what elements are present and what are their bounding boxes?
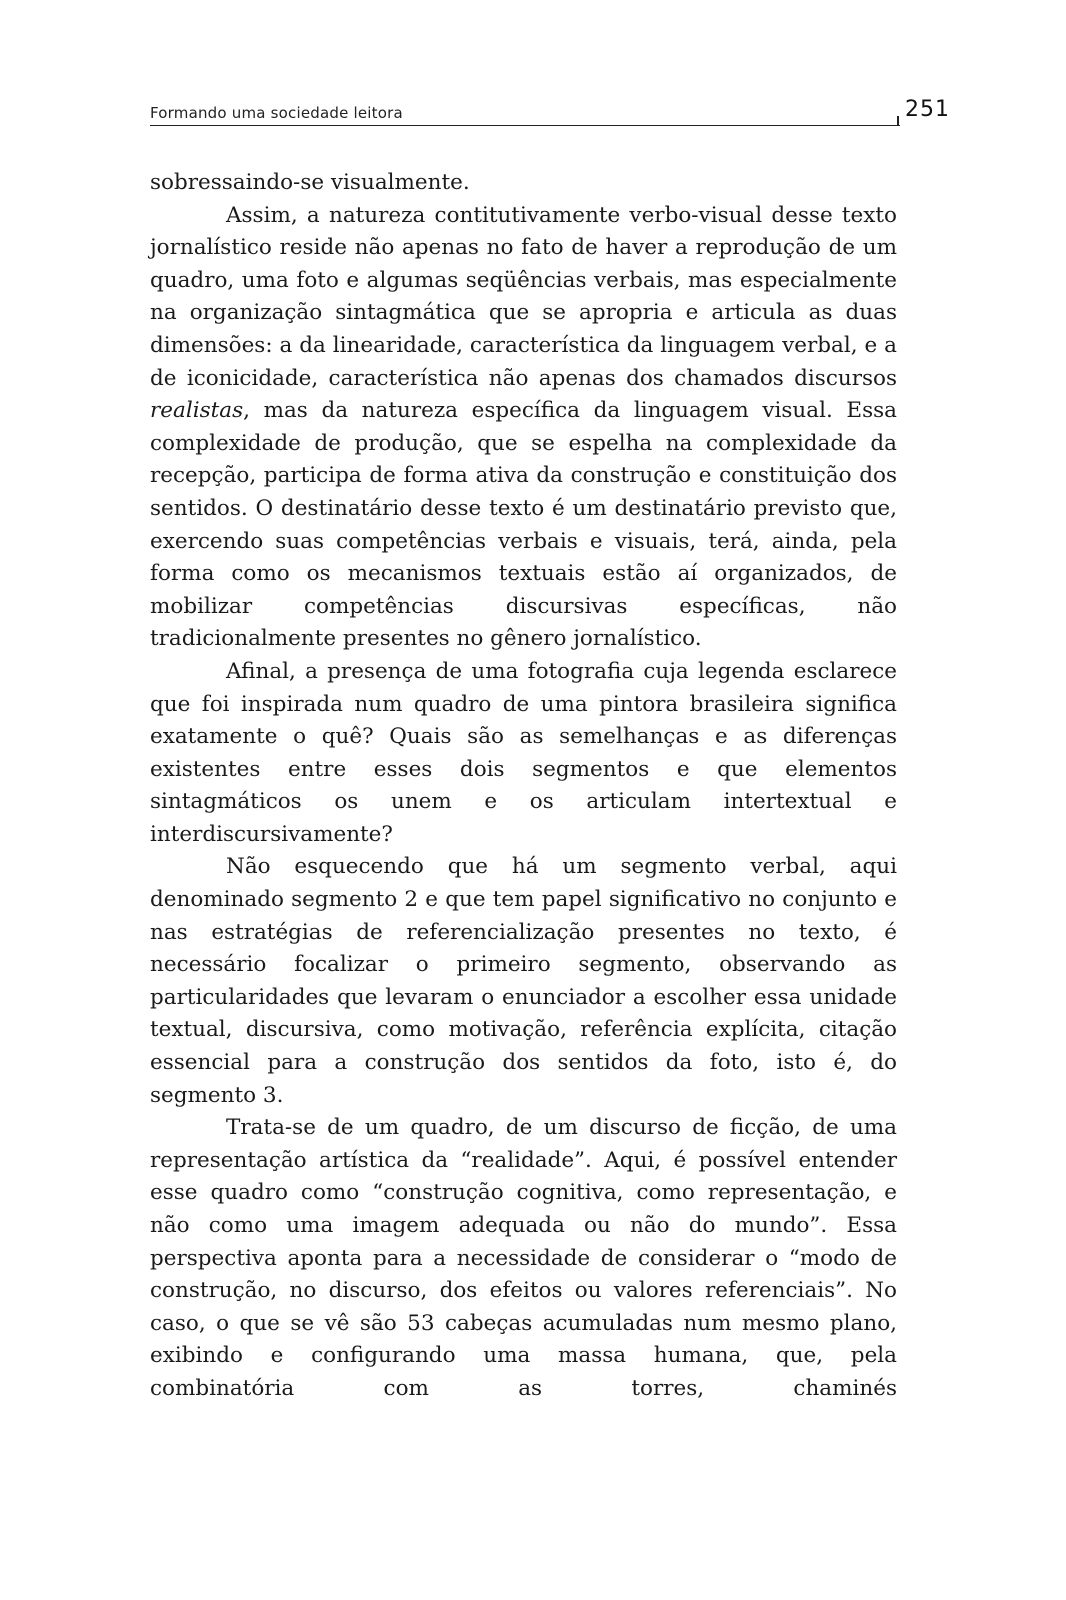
header-rule-tick (897, 116, 899, 125)
running-header (150, 103, 900, 126)
paragraph-1 (150, 200, 897, 656)
paragraph-1-text-a: Assim, a natureza contitutivamente verbo-visual desse texto jornalístico reside não apenas no fato de haver a reprodução de um quadro, uma foto e algumas seqüências verbais, mas especialmente na organização sintagmática que se apropria e articula as duas dimensões: a da linearidade, característica da linguagem verbal, e a de iconicidade, característica não apenas dos chamados discursos (150, 202, 897, 391)
body-text (150, 167, 897, 1406)
paragraph-1-emphasis: realistas (150, 398, 244, 424)
paragraph-4: Trata-se de um quadro, de um discurso de ficção, de uma representação artística da “realidade”. Aqui, é possível entender esse quadro como “construção cognitiva, como representação, e não como uma imagem adequada ou não do mundo”. Essa perspectiva aponta para a necessidade de considerar o “modo de construção, no discurso, dos efeitos ou valores referenciais”. No caso, o que se vê são 53 cabeças acumuladas num mesmo plano, exibindo e configurando uma massa humana, que, pela combinatória com as torres, chaminés (150, 1115, 897, 1401)
page-number: 251 (905, 97, 950, 122)
running-title: Formando uma sociedade leitora (150, 104, 403, 122)
paragraph-3: Não esquecendo que há um segmento verbal, aqui denominado segmento 2 e que tem papel significativo no conjunto e nas estratégias de referencialização presentes no texto, é necessário focalizar o primeiro segmento, observando as particularidades que levaram o enunciador a escolher essa unidade textual, discursiva, como motivação, referência explícita, citação essencial para a construção dos sentidos da foto, isto é, do segmento 3. (150, 854, 897, 1108)
paragraph-continuation: sobressaindo-se visualmente. (150, 170, 470, 195)
paragraph-1-text-b: , mas da natureza específica da linguagem visual. Essa complexidade de produção, que se espelha na complexidade da recepção, participa de forma ativa da construção e constituição dos sentidos. O destinatário desse texto é um destinatário previsto que, exercendo suas competências verbais e visuais, terá, ainda, pela forma como os mecanismos textuais estão aí organizados, de mobilizar competências discursivas específicas, não tradicionalmente presentes no gênero jornalístico. (150, 398, 897, 652)
paragraph-2: Afinal, a presença de uma fotografia cuja legenda esclarece que foi inspirada num quadro de uma pintora brasileira significa exatamente o quê? Quais são as semelhanças e as diferenças existentes entre esses dois segmentos e que elementos sintagmáticos os unem e os articulam intertextual e interdiscursivamente? (150, 658, 897, 847)
